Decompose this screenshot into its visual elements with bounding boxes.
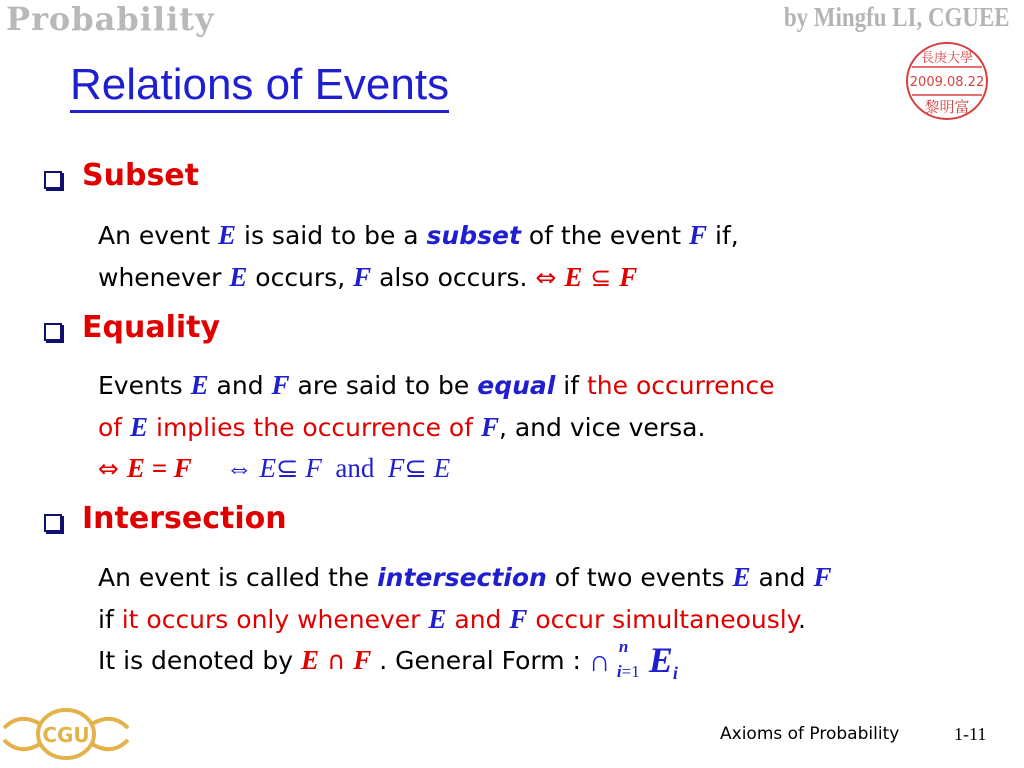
bullet-intersection bbox=[44, 510, 62, 536]
intersection-line-1: An event is called the intersection of two events E and F bbox=[98, 562, 832, 592]
general-form-math: ∩ n i=1 E i bbox=[588, 637, 678, 683]
checkbox-bullet-icon bbox=[44, 323, 62, 341]
footer-page-number: 1-11 bbox=[954, 724, 987, 744]
slide-title: Relations of Events bbox=[70, 62, 449, 113]
logo-text: CGU bbox=[42, 723, 90, 747]
bullet-equality bbox=[44, 319, 62, 345]
course-title: Probability bbox=[6, 0, 215, 38]
equality-line-1: Events E and F are said to be equal if the occurrence bbox=[98, 370, 775, 400]
equality-line-3: ⇔ E = F ⇔ E⊆ F and F⊆ E bbox=[98, 453, 451, 483]
seal-stamp bbox=[904, 40, 990, 122]
checkbox-bullet-icon bbox=[44, 171, 62, 189]
equality-math: ⇔ E⊆ F and F⊆ E bbox=[225, 453, 451, 483]
author-credit: by Mingfu LI, CGUEE bbox=[784, 2, 1010, 32]
heading-intersection: Intersection bbox=[82, 501, 287, 536]
seal-line3: 黎明富 bbox=[924, 98, 970, 116]
intersection-line-3: It is denoted by E ∩ F . General Form : ∩ n i=1 E i bbox=[98, 637, 678, 683]
subset-line-1: An event E is said to be a subset of the event F if, bbox=[98, 220, 739, 250]
university-logo bbox=[0, 684, 132, 768]
heading-subset: Subset bbox=[82, 158, 199, 193]
subset-line-2: whenever E occurs, F also occurs. ⇔ E ⊆ F bbox=[98, 262, 638, 292]
heading-equality: Equality bbox=[82, 310, 221, 345]
seal-line1: 長庚大學 bbox=[920, 51, 974, 66]
bullet-subset bbox=[44, 167, 62, 193]
footer-chapter: Axioms of Probability bbox=[720, 724, 900, 744]
checkbox-bullet-icon bbox=[44, 514, 62, 532]
seal-line2: 2009.08.22 bbox=[909, 75, 985, 90]
equality-line-2: of E implies the occurrence of F, and vice versa. bbox=[98, 412, 706, 442]
intersection-line-2: if it occurs only whenever E and F occur simultaneously. bbox=[98, 604, 806, 634]
